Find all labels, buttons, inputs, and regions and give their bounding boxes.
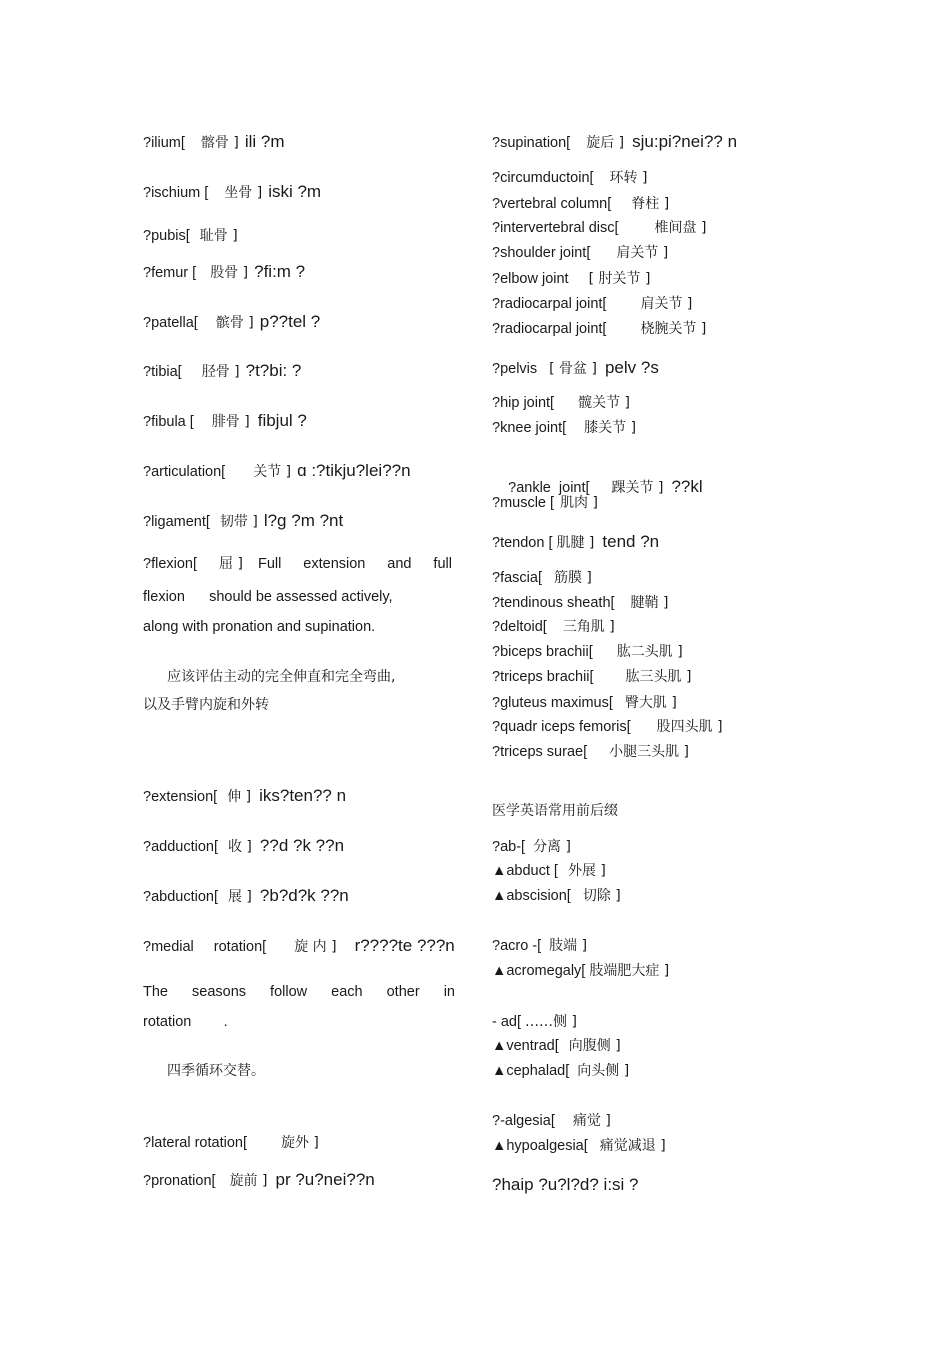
chinese-gloss: 肩关节 ] — [616, 245, 669, 261]
term: ▲acromegaly[ — [492, 963, 586, 979]
chinese-gloss: 三角肌 ] — [562, 619, 615, 635]
term: ▲ventrad[ — [492, 1038, 559, 1054]
term: ?ankle joint[ — [508, 480, 590, 496]
entry-tendinous-sheath — [492, 593, 668, 613]
example-word: and — [387, 556, 412, 572]
entry-biceps-brachii — [492, 642, 683, 662]
entry-knee-joint — [492, 418, 636, 438]
example-word: each — [331, 984, 363, 1000]
chinese-gloss: 膝关节 ] — [584, 420, 637, 436]
chinese-gloss: 向腹侧 ] — [568, 1038, 621, 1054]
chinese-gloss: 外展 ] — [567, 863, 606, 879]
chinese-gloss: 桡腕关节 ] — [640, 321, 707, 337]
medial-rotation-example-line-1 — [143, 982, 455, 1002]
term: ▲hypoalgesia[ — [492, 1138, 588, 1154]
pronunciation: ?t?bi: ? — [245, 361, 302, 380]
entry-quadriceps-femoris — [492, 717, 723, 737]
chinese-gloss: 肱二头肌 ] — [616, 644, 683, 660]
term: ?circumductoin[ — [492, 170, 594, 186]
term: ?flexion[ — [143, 556, 198, 572]
chinese-gloss: 肩关节 ] — [640, 296, 693, 312]
chinese-gloss: 展 ] — [227, 889, 252, 905]
chinese-gloss: 股四头肌 ] — [656, 719, 723, 735]
chinese-gloss: 肱三头肌 ] — [625, 669, 692, 685]
entry-intervertebral-disc — [492, 218, 706, 238]
chinese-gloss: 椎间盘 ] — [654, 220, 707, 236]
term: rotation[ — [213, 939, 267, 955]
pronunciation: sju:pi?nei?? n — [632, 132, 738, 151]
entry-pronation — [143, 1170, 375, 1191]
chinese-gloss: 肌肉 ] — [560, 495, 598, 511]
chinese-gloss: 关节 ] — [253, 464, 292, 480]
chinese-gloss: 髋关节 ] — [578, 395, 630, 411]
chinese-gloss: 耻骨 ] — [199, 228, 238, 244]
pronunciation: ?fi:m ? — [254, 262, 306, 281]
prefix-term: - ad[ — [492, 1014, 522, 1030]
term: ▲cephalad[ — [492, 1063, 570, 1079]
chinese-gloss: 坐骨 ] — [224, 185, 263, 201]
term: ?lateral rotation[ — [143, 1135, 247, 1151]
chinese-gloss: 向头侧 ] — [577, 1063, 630, 1079]
term: ?ligament[ — [143, 514, 210, 530]
term: ?intervertebral disc[ — [492, 220, 619, 236]
entry-medial-rotation — [143, 936, 455, 957]
term: ?triceps surae[ — [492, 744, 588, 760]
entry-vertebral-column — [492, 194, 669, 214]
pronunciation: iks?ten?? n — [259, 786, 347, 805]
example-acromegaly — [492, 961, 669, 981]
flexion-example-line-2: flexion should be assessed actively, — [143, 589, 393, 605]
pronunciation: iski ?m — [268, 182, 322, 201]
chinese-gloss: 收 ] — [227, 839, 252, 855]
chinese-gloss: 髂骨 ] — [200, 135, 239, 151]
term: ?biceps brachii[ — [492, 644, 593, 660]
entry-circumduction — [492, 168, 647, 188]
pronunciation: ??kl — [671, 477, 703, 496]
example-abduct — [492, 861, 606, 881]
medial-rotation-translation: 四季循环交替。 — [167, 1063, 265, 1079]
term: ?radiocarpal joint[ — [492, 321, 607, 337]
chinese-gloss: ……侧 ] — [525, 1014, 577, 1030]
term: ?muscle [ — [492, 495, 555, 511]
term: ?pronation[ — [143, 1173, 216, 1189]
entry-triceps-brachii — [492, 667, 691, 687]
prefix-ab — [492, 837, 571, 857]
entry-muscle — [492, 493, 598, 513]
chinese-gloss: 踝关节 ] — [611, 480, 664, 496]
entry-elbow-joint — [492, 269, 650, 289]
chinese-gloss: [ 肘关节 ] — [588, 271, 651, 287]
entry-abduction — [143, 886, 349, 907]
entry-deltoid — [492, 617, 615, 637]
example-word: The — [143, 984, 168, 1000]
term: ?fibula [ — [143, 414, 194, 430]
term: ?shoulder joint[ — [492, 245, 591, 261]
entry-ilium — [143, 132, 285, 153]
flexion-example-line-1 — [258, 554, 452, 574]
chinese-gloss: 臀大肌 ] — [624, 695, 677, 711]
example-abscision — [492, 886, 621, 906]
term: ?hip joint[ — [492, 395, 555, 411]
chinese-gloss: 痛觉减退 ] — [599, 1138, 666, 1154]
chinese-gloss: 股骨 ] — [210, 265, 249, 281]
term: ?ilium[ — [143, 135, 185, 151]
chinese-gloss: 环转 ] — [609, 170, 648, 186]
pronunciation: r????te ???n — [354, 936, 455, 955]
flexion-translation-line-1: 应该评估主动的完全伸直和完全弯曲, — [167, 669, 396, 685]
term: ?pubis[ — [143, 228, 190, 244]
chinese-gloss: [ 骨盆 ] — [549, 361, 597, 377]
flexion-example-line-3: along with pronation and supination. — [143, 619, 376, 635]
term: ?patella[ — [143, 315, 198, 331]
hypoalgesia-pronunciation: ?haip ?u?l?d? i:si ? — [492, 1175, 639, 1194]
chinese-gloss: 脊柱 ] — [631, 196, 670, 212]
chinese-gloss: 髌骨 ] — [215, 315, 254, 331]
entry-radiocarpal-joint-2 — [492, 319, 706, 339]
entry-supination — [492, 132, 737, 153]
suffix-algesia — [492, 1111, 611, 1131]
entry-fascia — [492, 568, 592, 588]
term: ?gluteus maximus[ — [492, 695, 613, 711]
example-word: follow — [270, 984, 308, 1000]
term: ?quadr iceps femoris[ — [492, 719, 631, 735]
term: ?supination[ — [492, 135, 571, 151]
pronunciation: ?b?d?k ??n — [259, 886, 349, 905]
pronunciation: pelv ?s — [604, 358, 659, 377]
term: ?tendon [ — [492, 535, 553, 551]
entry-pubis — [143, 226, 238, 246]
chinese-gloss: 肌腱 ] — [556, 535, 595, 551]
prefix-term: ?ab-[ — [492, 839, 526, 855]
example-cephalad — [492, 1061, 629, 1081]
term: ?medial — [143, 939, 194, 955]
chinese-gloss: 胫骨 ] — [201, 364, 240, 380]
entry-triceps-surae — [492, 742, 689, 762]
pronunciation: tend ?n — [602, 532, 660, 551]
term: ▲abduct [ — [492, 863, 558, 879]
entry-patella — [143, 312, 320, 333]
pronunciation: ili ?m — [244, 132, 285, 151]
pronunciation: ??d ?k ??n — [259, 836, 345, 855]
section-title: 医学英语常用前后缀 — [492, 803, 618, 819]
chinese-gloss: 旋前 ] — [229, 1173, 268, 1189]
prefix-term: ?-algesia[ — [492, 1113, 555, 1129]
term: ?adduction[ — [143, 839, 218, 855]
entry-tendon — [492, 532, 659, 553]
chinese-gloss: 腱鞘 ] — [630, 595, 669, 611]
term: ?radiocarpal joint[ — [492, 296, 607, 312]
chinese-gloss: 痛觉 ] — [572, 1113, 611, 1129]
term: ?extension[ — [143, 789, 218, 805]
term: ?fascia[ — [492, 570, 542, 586]
term: ?femur [ — [143, 265, 197, 281]
entry-lateral-rotation — [143, 1133, 319, 1153]
term: ?triceps brachii[ — [492, 669, 594, 685]
pronunciation: l?g ?m ?nt — [263, 511, 344, 530]
pronunciation: ɑ :?tikju?lei??n — [297, 461, 411, 480]
example-word: extension — [303, 556, 366, 572]
term: ?tendinous sheath[ — [492, 595, 615, 611]
example-word: Full — [258, 556, 282, 572]
entry-extension — [143, 786, 346, 807]
medial-rotation-example-line-2: rotation . — [143, 1014, 228, 1030]
chinese-gloss: 肢端 ] — [549, 938, 588, 954]
example-ventrad — [492, 1036, 621, 1056]
term: ?knee joint[ — [492, 420, 567, 436]
entry-ischium — [143, 182, 321, 203]
chinese-gloss: 小腿三头肌 ] — [609, 744, 690, 760]
example-word: in — [443, 984, 455, 1000]
example-hypoalgesia — [492, 1136, 666, 1156]
term: ?pelvis — [492, 361, 538, 377]
term: ▲abscision[ — [492, 888, 571, 904]
example-word: other — [386, 984, 420, 1000]
term: ?elbow joint — [492, 271, 569, 287]
entry-gluteus-maximus — [492, 693, 677, 713]
prefix-term: ?acro -[ — [492, 938, 542, 954]
chinese-gloss: 肢端肥大症 ] — [589, 963, 670, 979]
pronunciation: p??tel ? — [259, 312, 321, 331]
entry-radiocarpal-joint-1 — [492, 294, 692, 314]
chinese-gloss: 韧带 ] — [219, 514, 258, 530]
chinese-gloss: 旋外 ] — [280, 1135, 319, 1151]
prefix-acro — [492, 936, 587, 956]
chinese-gloss: 伸 ] — [227, 789, 252, 805]
term: ?tibia[ — [143, 364, 182, 380]
pronunciation: fibjul ? — [257, 411, 307, 430]
entry-shoulder-joint — [492, 243, 668, 263]
prefix-ad — [492, 1012, 577, 1032]
entry-flexion — [143, 554, 243, 574]
term: ?deltoid[ — [492, 619, 547, 635]
entry-ligament — [143, 511, 343, 532]
example-word: seasons — [192, 984, 247, 1000]
entry-hip-joint — [492, 393, 630, 413]
chinese-gloss: 腓骨 ] — [211, 414, 250, 430]
chinese-gloss: 分离 ] — [533, 839, 571, 855]
entry-articulation — [143, 461, 411, 482]
entry-fibula — [143, 411, 307, 432]
entry-pelvis — [492, 358, 659, 379]
chinese-gloss: 旋后 ] — [586, 135, 625, 151]
entry-femur — [143, 262, 305, 283]
chinese-gloss: 旋 内 ] — [294, 939, 337, 955]
chinese-gloss: 切除 ] — [582, 888, 621, 904]
chinese-gloss: 屈 ] — [219, 556, 243, 572]
term: ?articulation[ — [143, 464, 226, 480]
term: ?ischium [ — [143, 185, 209, 201]
pronunciation: pr ?u?nei??n — [275, 1170, 375, 1189]
term: ?vertebral column[ — [492, 196, 612, 212]
term: ?abduction[ — [143, 889, 218, 905]
entry-adduction — [143, 836, 344, 857]
entry-tibia — [143, 361, 301, 382]
chinese-gloss: 筋膜 ] — [553, 570, 592, 586]
example-word: full — [433, 556, 452, 572]
flexion-translation-line-2: 以及手臂内旋和外转 — [143, 697, 269, 713]
